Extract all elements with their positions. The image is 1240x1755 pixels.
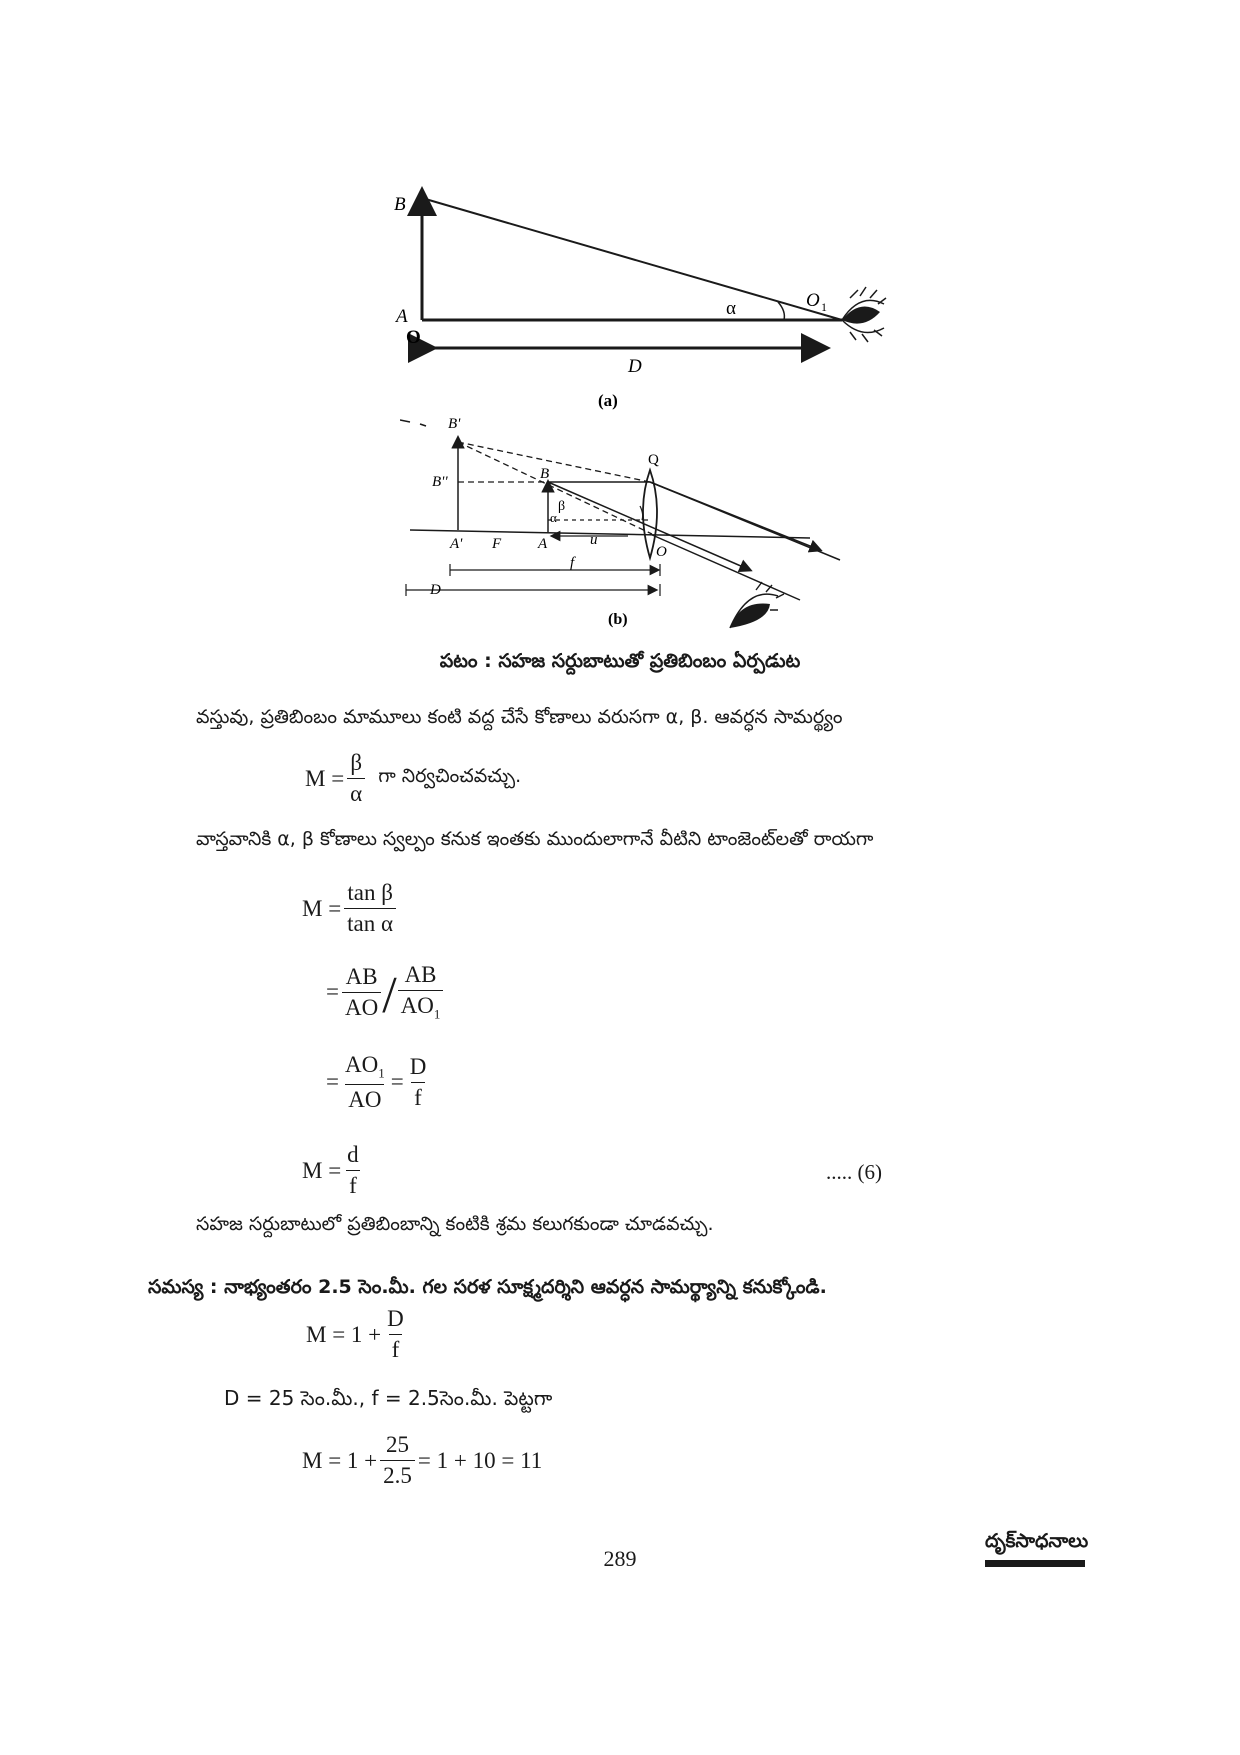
eq3-numerator-1: AB [345,963,378,989]
label-u: u [590,532,598,548]
paragraph-1: వస్తువు, ప్రతిబింబం మామూలు కంటి వద్ద చేసే కోణాలు వరుసగా α, β. ఆవర్ధన సామర్థ్యం [196,706,843,728]
equation-7 [302,1432,542,1489]
figure-a-tag: (a) [598,391,618,410]
equation-3 [326,962,446,1023]
label-beta: β [558,499,566,514]
label-d: D [430,582,441,598]
eq3-den2-main: AO [400,993,434,1018]
label-f-point: F [492,536,502,552]
paragraph-3: సహజ సర్దుబాటులో ప్రతిబింబాన్ని కంటికి శ్రమ కలుగకుండా చూడవచ్చు. [196,1213,714,1235]
eq4-mid: = [390,1069,404,1095]
eq3-lhs: = [326,979,339,1005]
eq7-rhs: = 1 + 10 = 11 [417,1447,543,1473]
given-values: D = 25 సెం.మీ., f = 2.5సెం.మీ. పెట్టగా [224,1386,553,1410]
dash-mark [400,420,410,422]
eq4-lhs: = [326,1069,339,1095]
eq5-numerator: d [347,1142,359,1167]
figure-b-tag: (b) [608,611,628,628]
equation-4 [326,1052,432,1113]
ray-b-to-eye [422,198,842,320]
label-o1: O [806,290,820,311]
ray-refracted-extended [650,482,840,560]
eq4-denominator-1: AO [345,1084,384,1113]
eq6-fraction [384,1306,407,1363]
eq4-num1-sub: 1 [378,1065,385,1081]
label-a: A [396,306,408,327]
label-alpha: α [726,298,736,319]
eq6-denominator: f [389,1334,403,1363]
eq2-numerator: tan β [347,880,393,905]
equation-2 [302,880,399,937]
virtual-ray [458,442,650,482]
eq4-denominator-2: f [411,1082,425,1111]
equation-5 [302,1142,365,1199]
eq2-fraction [344,880,396,937]
eye-icon [842,287,886,342]
label-a: A [538,536,548,552]
eq6-lhs: M = 1 + [306,1321,382,1347]
footer-chapter-title: దృక్‌సాధనాలు [985,1530,1089,1552]
label-b-double-prime: B'' [432,474,448,490]
principal-axis [410,530,810,538]
eq3-fraction-2 [398,962,444,1023]
dash-mark [420,424,426,426]
eq3-numerator-2: AB [404,962,437,987]
eq3-fraction-1 [342,964,381,1021]
eq2-denominator: tan α [344,908,396,937]
eq3-denominator-1: AO [342,992,381,1021]
label-o: O [656,544,667,560]
label-b: B [540,466,550,482]
equation-number: ..... (6) [826,1160,882,1184]
eq3-denominator-2 [398,990,444,1023]
equation-1 [305,750,521,807]
problem-statement: సమస్య : నాభ్యంతరం 2.5 సెం.మీ. గల సరళ సూక్ష్మదర్శిని ఆవర్ధన సామర్థ్యాన్ని కనుక్కోండి. [148,1276,827,1298]
label-f: f [570,555,575,571]
eq1-fraction [347,750,365,807]
angle-alpha-arc [778,302,784,320]
label-q: Q [648,452,659,468]
figure-b [400,410,900,640]
eq1-text: గా నిర్వచించవచ్చు. [378,765,522,787]
eq4-fraction-2 [407,1054,430,1111]
eq4-numerator-1 [342,1052,388,1084]
label-alpha: α [550,510,557,525]
eq1-denominator: α [347,778,365,807]
label-o: O [406,327,421,348]
eq1-lhs: M = [305,765,345,791]
page-number: 289 [603,1546,637,1571]
eq7-lhs: M = 1 + [302,1447,378,1473]
footer-bar [985,1560,1085,1567]
equation-6 [306,1306,410,1363]
eq5-fraction [344,1142,362,1199]
division-slash: / [382,967,397,1025]
eq4-fraction-1 [342,1052,388,1113]
eq6-numerator: D [387,1306,404,1331]
figure-a [380,180,900,410]
label-b: B [394,194,406,215]
label-o1-sub: 1 [821,300,827,314]
eq7-denominator: 2.5 [380,1460,415,1489]
eq4-numerator-2: D [409,1053,427,1079]
paragraph-2: వాస్తవానికి α, β కోణాలు స్వల్పం కనుక ఇంతకు ముందులాగానే వీటిని టాంజెంట్‌లతో రాయగా [196,828,874,850]
label-d: D [628,356,642,377]
eq5-lhs: M = [302,1157,342,1183]
eq3-den2-sub: 1 [433,1006,441,1022]
figure-caption: పటం : సహజ సర్దుబాటుతో ప్రతిబింబం ఏర్పడుట [439,650,801,672]
ray-to-eye [650,534,800,600]
eq7-numerator: 25 [386,1432,410,1457]
eq5-denominator: f [346,1170,360,1199]
eq4-num1-main: AO [344,1052,379,1077]
label-a-prime: A' [450,536,463,552]
eq7-fraction [380,1432,415,1489]
eq1-numerator: β [350,750,363,775]
eq2-lhs: M = [302,895,342,921]
label-b-prime: B' [448,416,461,432]
